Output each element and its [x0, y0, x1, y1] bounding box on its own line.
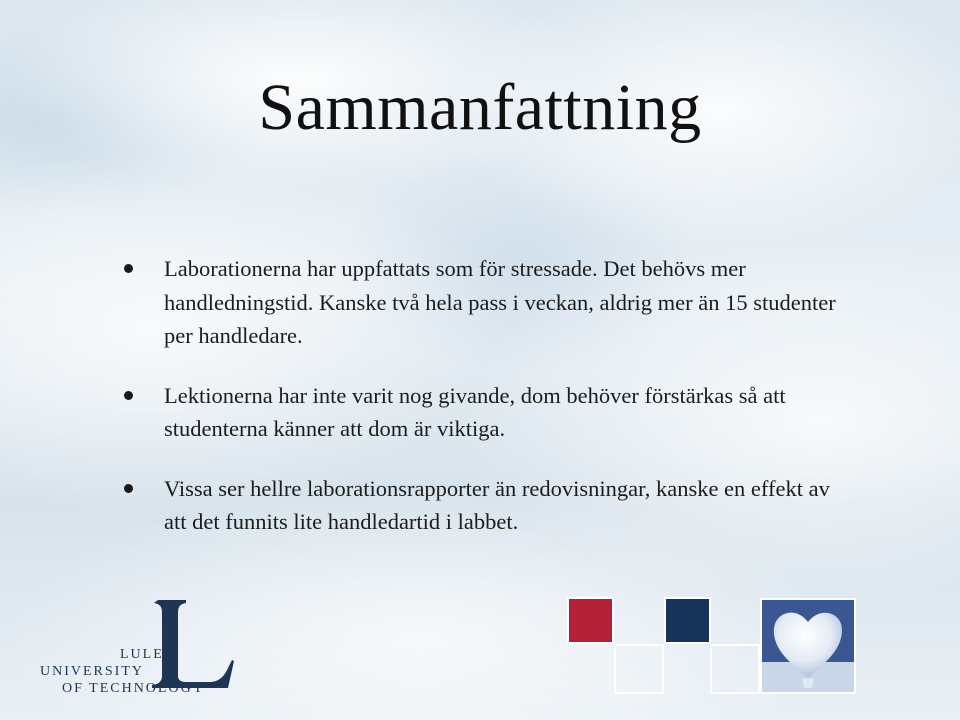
bullet-text: Laborationerna har uppfattats som för stressade. Det behövs mer handledningstid. Kanske två hela pass i veckan, aldrig mer än 15 studenter per handledare. [164, 256, 836, 348]
bullet-icon [124, 484, 133, 493]
decor-outline-square [614, 644, 664, 694]
decor-blue-square [664, 597, 711, 644]
snow-heart-sculpture-icon [762, 600, 854, 692]
decor-red-square [567, 597, 614, 644]
logo-university-text: UNIVERSITY [40, 664, 144, 679]
bullet-item [120, 472, 840, 539]
slide-title: Sammanfattning [258, 71, 702, 144]
bullet-item [120, 252, 840, 353]
bullet-icon [124, 391, 133, 400]
bullet-item [120, 379, 840, 446]
snow-heart-photo [760, 598, 856, 694]
logo-l-icon [152, 598, 234, 690]
bullet-text: Lektionerna har inte varit nog givande, dom behöver förstärkas så att studenterna känner att dom är viktiga. [164, 382, 786, 441]
logo-lulea-text: LULEÅ [120, 647, 176, 662]
logo-technology-text: OF TECHNOLOGY [62, 681, 205, 696]
bullet-text: Vissa ser hellre laborationsrapporter än redovisningar, kanske en effekt av att det funnits lite handledartid i labbet. [164, 475, 830, 534]
bullet-list [120, 252, 840, 565]
decor-outline-square [710, 644, 760, 694]
bullet-icon [124, 264, 133, 273]
